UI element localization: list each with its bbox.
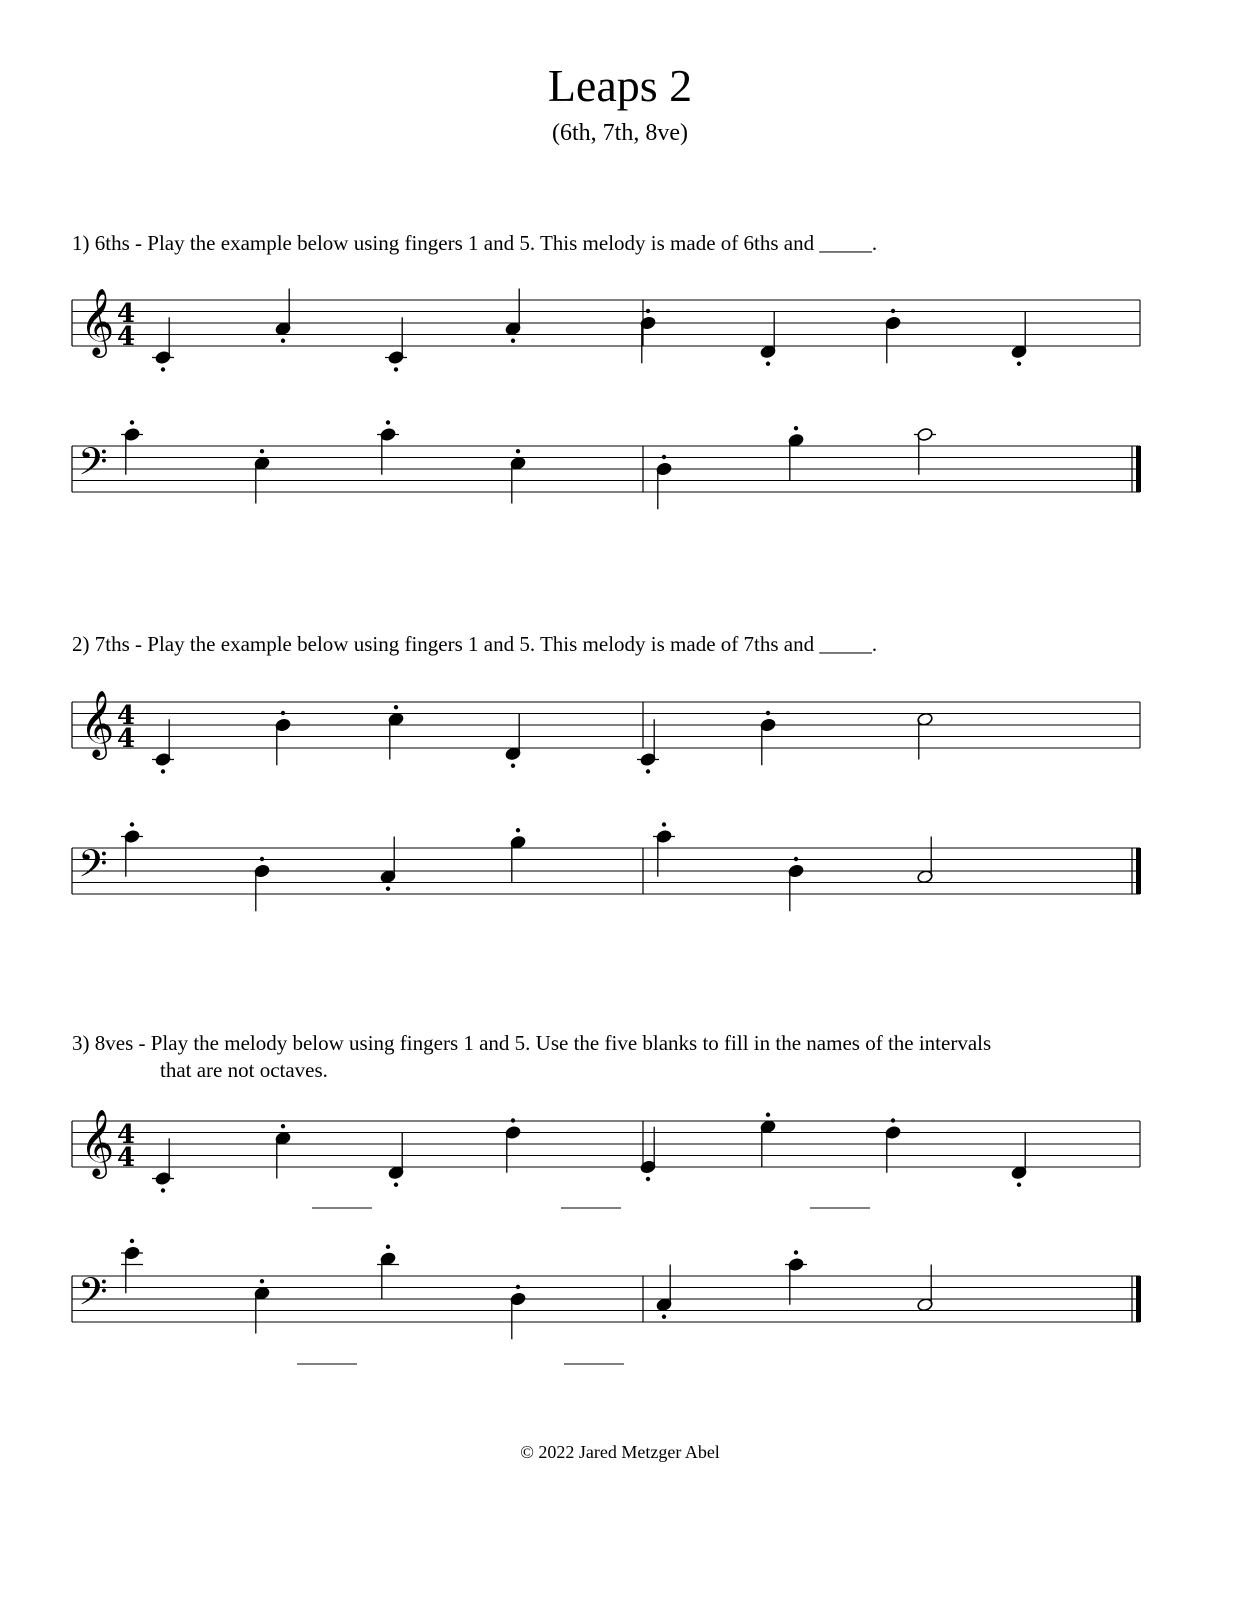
bass-clef-icon: 𝄢 xyxy=(78,1269,108,1323)
staccato-dot xyxy=(766,711,770,715)
staccato-dot xyxy=(646,309,650,313)
staccato-dot xyxy=(766,1113,770,1117)
staccato-dot xyxy=(794,426,798,430)
staccato-dot xyxy=(516,1285,520,1289)
staccato-dot xyxy=(394,367,398,371)
staccato-dot xyxy=(281,339,285,343)
staccato-dot xyxy=(386,887,390,891)
time-signature-top: 4 xyxy=(117,299,136,329)
staccato-dot xyxy=(516,828,520,832)
exercise-text: - Play the melody below using fingers 1 and 5. Use the five blanks to fill in the names of the intervals xyxy=(133,1031,992,1055)
staccato-dot xyxy=(511,764,515,768)
page-subtitle: (6th, 7th, 8ve) xyxy=(552,120,688,146)
staccato-dot xyxy=(260,449,264,453)
staccato-dot xyxy=(662,455,666,459)
staccato-dot xyxy=(516,449,520,453)
staccato-dot xyxy=(794,1250,798,1254)
treble-staff xyxy=(72,287,1140,372)
staccato-dot xyxy=(662,822,666,826)
staccato-dot xyxy=(511,339,515,343)
final-barline-thick xyxy=(1136,446,1141,492)
treble-staff xyxy=(72,689,1140,774)
staccato-dot xyxy=(281,711,285,715)
staccato-dot xyxy=(394,1183,398,1187)
exercise-label: 8ves xyxy=(94,1031,134,1055)
staccato-dot xyxy=(281,1124,285,1128)
treble-clef-icon: 𝄞 xyxy=(80,689,115,757)
exercise-number: 2) xyxy=(72,632,90,656)
staccato-dot xyxy=(386,420,390,424)
treble-clef-icon: 𝄞 xyxy=(80,287,115,355)
time-signature-bottom: 4 xyxy=(117,322,136,352)
staccato-dot xyxy=(646,769,650,773)
staccato-dot xyxy=(766,362,770,366)
bass-staff xyxy=(72,822,1141,911)
time-signature-bottom: 4 xyxy=(117,724,136,754)
treble-staff xyxy=(72,1108,1140,1193)
exercise-number: 1) xyxy=(72,231,90,255)
staccato-dot xyxy=(130,420,134,424)
staccato-dot xyxy=(891,1118,895,1122)
staccato-dot xyxy=(161,1188,165,1192)
time-signature-top: 4 xyxy=(117,701,136,731)
exercise-label: 6ths xyxy=(94,231,130,255)
staccato-dot xyxy=(891,309,895,313)
staccato-dot xyxy=(646,1177,650,1181)
staccato-dot xyxy=(1017,362,1021,366)
exercise-text: - Play the example below using fingers 1 and 5. This melody is made of 7ths and _____. xyxy=(129,632,878,656)
bass-staff xyxy=(72,1239,1141,1339)
final-barline-thick xyxy=(1136,848,1141,894)
time-signature-top: 4 xyxy=(117,1120,136,1150)
staccato-dot xyxy=(511,1118,515,1122)
bass-clef-icon: 𝄢 xyxy=(78,841,108,895)
bass-clef-icon: 𝄢 xyxy=(78,439,108,493)
staccato-dot xyxy=(161,769,165,773)
staccato-dot xyxy=(260,857,264,861)
staccato-dot xyxy=(260,1279,264,1283)
staccato-dot xyxy=(662,1315,666,1319)
final-barline-thick xyxy=(1136,1276,1141,1322)
staccato-dot xyxy=(1017,1183,1021,1187)
page-title: Leaps 2 xyxy=(547,60,693,111)
staccato-dot xyxy=(130,822,134,826)
staccato-dot xyxy=(161,367,165,371)
treble-clef-icon: 𝄞 xyxy=(80,1108,115,1176)
exercise-label: 7ths xyxy=(94,632,130,656)
time-signature-bottom: 4 xyxy=(117,1143,136,1173)
exercise-text-continued: that are not octaves. xyxy=(160,1058,328,1082)
exercise-text: - Play the example below using fingers 1 and 5. This melody is made of 6ths and _____. xyxy=(129,231,878,255)
staccato-dot xyxy=(386,1245,390,1249)
bass-staff xyxy=(72,420,1141,509)
exercise-number: 3) xyxy=(72,1031,90,1055)
staccato-dot xyxy=(130,1239,134,1243)
staccato-dot xyxy=(394,705,398,709)
copyright-notice: © 2022 Jared Metzger Abel xyxy=(520,1442,720,1462)
staccato-dot xyxy=(794,857,798,861)
